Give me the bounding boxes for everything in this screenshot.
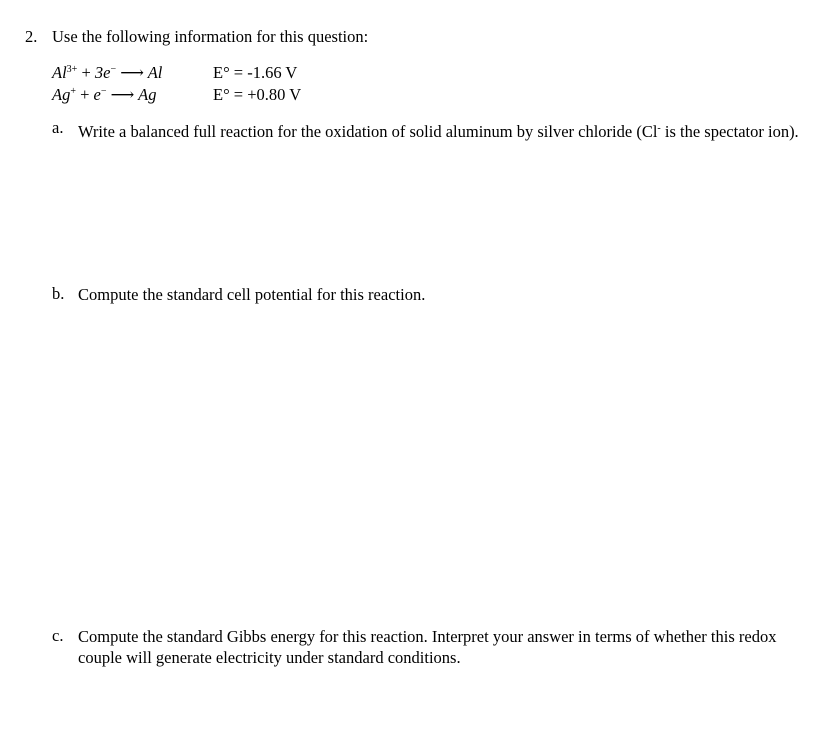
plus-sign: +	[81, 63, 91, 82]
reaction-arrow: ⟶	[120, 63, 144, 82]
part-c-text: Compute the standard Gibbs energy for this reaction. Interpret your answer in terms of whether this redox couple will generate electricity under standard conditions.	[78, 627, 777, 667]
part-b-text: Compute the standard cell potential for this reaction.	[78, 285, 426, 304]
electron-charge: −	[100, 86, 107, 97]
reactant-ion: Ag	[52, 85, 71, 104]
question-intro: Use the following information for this question:	[52, 27, 369, 46]
plus-sign: +	[80, 85, 90, 104]
potential-silver: E° = +0.80 V	[213, 85, 302, 104]
part-a-text	[78, 118, 813, 142]
question-number: 2.	[25, 27, 38, 46]
reactant-ion: Al	[52, 63, 67, 82]
electron-charge: −	[110, 64, 117, 75]
part-b-letter: b.	[52, 284, 65, 303]
potential-aluminum: E° = -1.66 V	[213, 63, 298, 82]
product: Al	[147, 63, 163, 82]
ion-charge: +	[70, 86, 76, 97]
part-a-letter: a.	[52, 118, 64, 137]
part-a-text-tail: is the spectator ion).	[660, 122, 799, 141]
ion-charge: 3+	[66, 64, 78, 75]
product: Ag	[138, 85, 157, 104]
electrons: e	[93, 85, 101, 104]
reaction-arrow: ⟶	[110, 85, 135, 104]
reaction-aluminum	[52, 63, 162, 83]
reaction-silver	[52, 85, 156, 105]
part-c-letter: c.	[52, 626, 64, 645]
electrons: 3e	[94, 63, 111, 82]
chloride-charge: -	[657, 123, 661, 134]
part-a-text-main: Write a balanced full reaction for the oxidation of solid aluminum by silver chloride (Cl	[78, 122, 658, 141]
